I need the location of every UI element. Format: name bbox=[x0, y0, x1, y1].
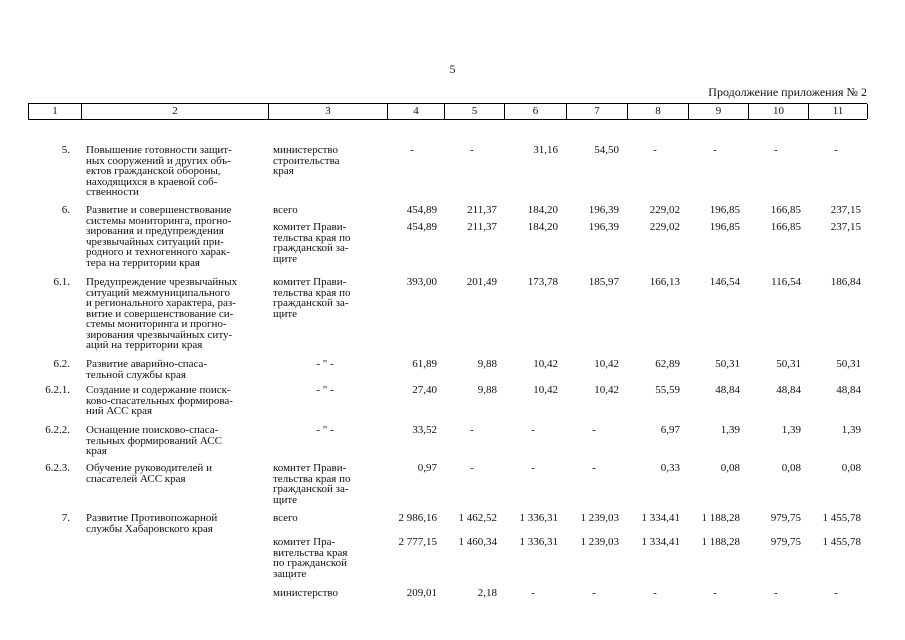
row-value: 166,85 bbox=[770, 204, 801, 216]
row-name: Предупреждение чрезвычайных bbox=[86, 276, 238, 288]
row-executor: вительства края bbox=[273, 546, 348, 559]
row-value: 196,85 bbox=[709, 221, 740, 233]
row-name: Создание и содержание поиск- bbox=[86, 384, 231, 396]
row-value: 0,97 bbox=[417, 462, 437, 474]
row-name: стемы мониторинга и прогно- bbox=[86, 318, 227, 330]
row-name: Оснащение поисково-спаса- bbox=[86, 424, 219, 436]
row-id: 7. bbox=[61, 512, 70, 524]
header-col-5: 5 bbox=[445, 104, 505, 119]
row-value: 1 334,41 bbox=[641, 536, 680, 548]
row-value: - bbox=[531, 587, 535, 599]
row-executor: министерство bbox=[273, 144, 339, 156]
row-value: 1 188,28 bbox=[701, 512, 740, 524]
row-value: 10,42 bbox=[594, 358, 619, 370]
row-value: 196,85 bbox=[709, 204, 740, 216]
row-value: 209,01 bbox=[406, 587, 437, 599]
row-executor: гражданской за- bbox=[273, 242, 349, 254]
row-value: - bbox=[410, 144, 414, 156]
row-executor: тельства края по bbox=[273, 231, 351, 244]
row-value: 1 455,78 bbox=[822, 536, 861, 548]
row-value: 9,88 bbox=[477, 358, 497, 370]
row-value: 229,02 bbox=[649, 221, 680, 233]
row-name: находящихся в краевой соб- bbox=[86, 175, 218, 188]
row-name: ково-спасательных формирова- bbox=[86, 394, 233, 407]
row-value: 173,78 bbox=[527, 276, 558, 288]
row-executor: всего bbox=[273, 204, 298, 216]
row-value: 1,39 bbox=[781, 424, 801, 436]
row-name: зирования и предупреждения bbox=[86, 225, 224, 237]
row-value: - bbox=[592, 424, 596, 436]
row-value: 185,97 bbox=[588, 276, 619, 288]
row-value: 237,15 bbox=[830, 221, 861, 233]
row-name: Развитие и совершенствование bbox=[86, 204, 232, 216]
row-value: - bbox=[592, 462, 596, 474]
row-value: 10,42 bbox=[533, 358, 558, 370]
row-value: 237,15 bbox=[830, 204, 861, 216]
row-executor: комитет Прави- bbox=[273, 221, 347, 233]
row-name: ситуаций межмуниципального bbox=[86, 286, 231, 299]
row-value: 9,88 bbox=[477, 384, 497, 396]
row-executor: щите bbox=[273, 252, 298, 265]
row-value: 229,02 bbox=[649, 204, 680, 216]
row-id: 6.2.2. bbox=[45, 424, 70, 436]
row-name: края bbox=[86, 445, 107, 457]
row-name: тельной службы края bbox=[86, 368, 186, 381]
row-value: 979,75 bbox=[770, 512, 801, 524]
row-name: и регионального характера, раз- bbox=[86, 297, 236, 309]
row-value: 0,08 bbox=[720, 462, 740, 474]
row-name: Развитие Противопожарной bbox=[86, 512, 218, 524]
row-executor: всего bbox=[273, 512, 298, 524]
row-value: 393,00 bbox=[406, 276, 437, 288]
row-value: 48,84 bbox=[715, 384, 740, 396]
row-name: службы Хабаровского края bbox=[86, 522, 213, 535]
row-id: 6. bbox=[61, 204, 70, 216]
row-name: ственности bbox=[86, 186, 139, 198]
row-name: зирования чрезвычайных ситу- bbox=[86, 328, 233, 341]
row-executor: гражданской за- bbox=[273, 297, 349, 309]
row-value: 146,54 bbox=[709, 276, 740, 288]
row-value: 116,54 bbox=[771, 276, 801, 288]
row-value: 201,49 bbox=[466, 276, 497, 288]
row-value: - bbox=[713, 144, 717, 156]
row-value: 0,08 bbox=[781, 462, 801, 474]
row-id: 6.2.1. bbox=[45, 384, 70, 396]
row-value: - bbox=[470, 462, 474, 474]
header-col-2: 2 bbox=[82, 104, 269, 119]
row-name: аций на территории края bbox=[86, 339, 203, 351]
header-col-6: 6 bbox=[505, 104, 567, 119]
row-value: 1,39 bbox=[841, 424, 861, 436]
row-value: 211,37 bbox=[467, 221, 497, 233]
row-value: 1 462,52 bbox=[458, 512, 497, 524]
row-value: - bbox=[774, 587, 778, 599]
row-id: 6.1. bbox=[53, 276, 70, 288]
header-col-3: 3 bbox=[269, 104, 388, 119]
header-col-8: 8 bbox=[628, 104, 689, 119]
row-name: ных сооружений и других объ- bbox=[86, 154, 231, 167]
row-executor: - " - bbox=[316, 358, 334, 370]
row-executor: щите bbox=[273, 307, 298, 320]
row-value: 0,33 bbox=[660, 462, 680, 474]
row-id: 6.2.3. bbox=[45, 462, 70, 474]
row-executor: края bbox=[273, 165, 294, 177]
row-value: 2 777,15 bbox=[398, 536, 437, 548]
row-value: 196,39 bbox=[588, 204, 619, 216]
row-value: 0,08 bbox=[841, 462, 861, 474]
row-name: чрезвычайных ситуаций при- bbox=[86, 235, 224, 248]
row-value: 50,31 bbox=[776, 358, 801, 370]
row-value: 48,84 bbox=[776, 384, 801, 396]
row-value: 10,42 bbox=[594, 384, 619, 396]
row-value: 50,31 bbox=[715, 358, 740, 370]
row-executor: - " - bbox=[316, 384, 334, 396]
row-value: 184,20 bbox=[527, 221, 558, 233]
row-value: - bbox=[531, 424, 535, 436]
row-executor: комитет Прави- bbox=[273, 276, 347, 288]
header-col-1: 1 bbox=[29, 104, 82, 119]
row-name: ектов гражданской обороны, bbox=[86, 165, 221, 177]
row-value: - bbox=[592, 587, 596, 599]
row-value: 2,18 bbox=[477, 587, 497, 599]
row-id: 5. bbox=[61, 144, 70, 156]
row-value: 184,20 bbox=[527, 204, 558, 216]
row-value: 48,84 bbox=[836, 384, 861, 396]
row-name: тельных формирований АСС bbox=[86, 434, 222, 447]
row-executor: щите bbox=[273, 493, 298, 506]
row-value: 166,13 bbox=[649, 276, 680, 288]
row-value: - bbox=[470, 144, 474, 156]
row-value: 196,39 bbox=[588, 221, 619, 233]
header-col-10: 10 bbox=[749, 104, 809, 119]
row-name: витие и совершенствование си- bbox=[86, 307, 234, 320]
row-value: 1 334,41 bbox=[641, 512, 680, 524]
page-number: 5 bbox=[449, 62, 456, 76]
row-value: 1 460,34 bbox=[458, 536, 497, 548]
row-executor: комитет Пра- bbox=[273, 536, 336, 548]
row-value: - bbox=[834, 144, 838, 156]
row-value: 1 455,78 bbox=[822, 512, 861, 524]
row-name: Повышение готовности защит- bbox=[86, 144, 232, 156]
row-name: ний АСС края bbox=[86, 405, 153, 417]
row-name: родного и техногенного харак- bbox=[86, 246, 230, 258]
row-name: спасателей АСС края bbox=[86, 472, 186, 485]
row-value: - bbox=[653, 587, 657, 599]
row-value: 1 188,28 bbox=[701, 536, 740, 548]
row-value: - bbox=[653, 144, 657, 156]
row-value: 979,75 bbox=[770, 536, 801, 548]
row-value: 33,52 bbox=[412, 424, 437, 436]
row-value: 2 986,16 bbox=[398, 512, 437, 524]
row-value: 6,97 bbox=[660, 424, 680, 436]
row-executor: комитет Прави- bbox=[273, 462, 347, 474]
row-executor: строительства bbox=[273, 154, 340, 167]
row-value: - bbox=[834, 587, 838, 599]
row-value: 31,16 bbox=[533, 144, 558, 156]
row-value: 1 239,03 bbox=[580, 536, 619, 548]
row-value: 61,89 bbox=[412, 358, 437, 370]
appendix-label: Продолжение приложения № 2 bbox=[708, 85, 867, 99]
row-value: 454,89 bbox=[406, 204, 437, 216]
row-executor: тельства края по bbox=[273, 472, 351, 485]
table-header bbox=[28, 103, 867, 120]
row-value: - bbox=[470, 424, 474, 436]
row-value: 1 239,03 bbox=[580, 512, 619, 524]
row-executor: по гражданской bbox=[273, 557, 348, 569]
row-value: - bbox=[531, 462, 535, 474]
row-value: 1,39 bbox=[720, 424, 740, 436]
header-col-4: 4 bbox=[388, 104, 445, 119]
row-value: 27,40 bbox=[412, 384, 437, 396]
header-col-11: 11 bbox=[809, 104, 868, 119]
row-value: 54,50 bbox=[594, 144, 619, 156]
row-value: 55,59 bbox=[655, 384, 680, 396]
row-name: системы мониторинга, прогно- bbox=[86, 214, 232, 227]
row-value: 10,42 bbox=[533, 384, 558, 396]
row-name: Обучение руководителей и bbox=[86, 462, 212, 474]
row-value: 211,37 bbox=[467, 204, 497, 216]
row-id: 6.2. bbox=[53, 358, 70, 370]
row-executor: министерство bbox=[273, 587, 339, 599]
row-executor: защите bbox=[273, 567, 307, 580]
row-value: 50,31 bbox=[836, 358, 861, 370]
header-col-7: 7 bbox=[567, 104, 628, 119]
row-name: Развитие аварийно-спаса- bbox=[86, 358, 208, 370]
row-value: 1 336,31 bbox=[519, 536, 558, 548]
row-value: 454,89 bbox=[406, 221, 437, 233]
row-value: - bbox=[774, 144, 778, 156]
row-value: - bbox=[713, 587, 717, 599]
row-executor: тельства края по bbox=[273, 286, 351, 299]
row-name: тера на территории края bbox=[86, 256, 200, 269]
row-executor: гражданской за- bbox=[273, 483, 349, 495]
row-value: 166,85 bbox=[770, 221, 801, 233]
row-executor: - " - bbox=[316, 424, 334, 436]
row-value: 1 336,31 bbox=[519, 512, 558, 524]
row-value: 186,84 bbox=[830, 276, 861, 288]
row-value: 62,89 bbox=[655, 358, 680, 370]
header-col-9: 9 bbox=[689, 104, 749, 119]
